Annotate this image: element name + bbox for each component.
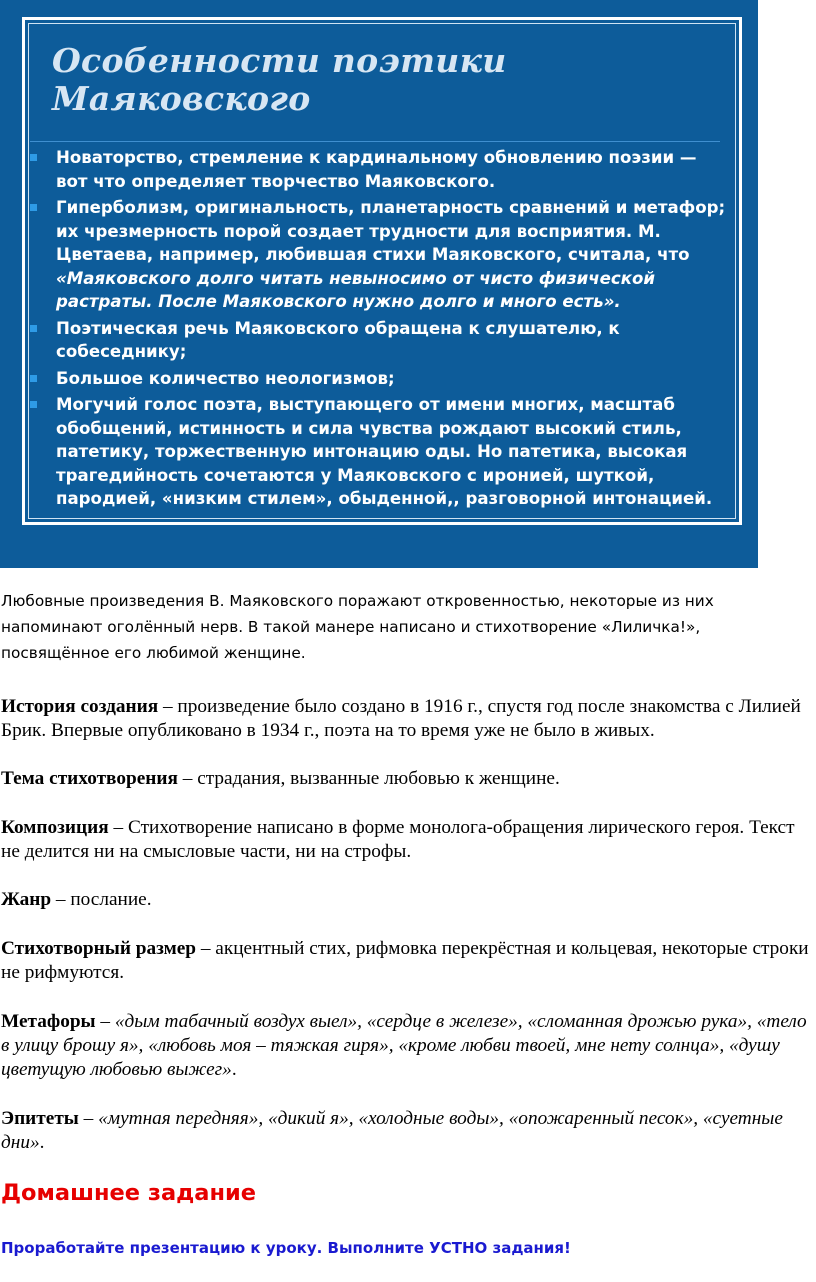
- genre-term: Жанр: [1, 889, 52, 910]
- square-bullet-icon: [30, 154, 37, 161]
- epithets-text: «мутная передняя», «дикий я», «холодные воды», «опожаренный песок», «суетные дни»: [1, 1108, 783, 1153]
- composition-term: Композиция: [1, 817, 109, 838]
- epithets-dash: –: [78, 1108, 99, 1129]
- meter-text: – акцентный стих, рифмовка перекрёстная и кольцевая, некоторые строки не рифмуются.: [1, 938, 809, 983]
- history-term: История создания: [1, 696, 159, 717]
- slide-divider: [30, 141, 720, 142]
- theme-term: Тема стихотворения: [1, 768, 178, 789]
- meter-term: Стихотворный размер: [1, 938, 197, 959]
- theme-text: – страдания, вызванные любовью к женщине.: [177, 768, 560, 789]
- composition-text: – Стихотворение написано в форме монолога-обращения лирического героя. Текст не делится ни на смысловые части, ни на строфы.: [1, 817, 795, 862]
- slide-bullet: [30, 317, 730, 364]
- slide-bullet-quote: «Маяковского долго читать невыносимо от чисто физической растраты. После Маяковского нужно долго и много есть».: [56, 268, 656, 311]
- genre-text: – послание.: [51, 889, 152, 910]
- meter-paragraph: [1, 937, 816, 985]
- metaphors-paragraph: [1, 1010, 816, 1082]
- slide-bullet: [30, 367, 730, 391]
- epithets-paragraph: [1, 1107, 816, 1155]
- genre-paragraph: [1, 888, 816, 912]
- square-bullet-icon: [30, 401, 37, 408]
- slide-bullet-text: Поэтическая речь Маяковского обращена к слушателю, к собеседнику;: [56, 318, 620, 361]
- slide-title-line-1: Особенности поэтики: [52, 41, 507, 80]
- slide-bullet: [30, 196, 730, 314]
- slide-bullet: [30, 146, 730, 193]
- slide-bullet: [30, 393, 730, 511]
- slide-image: [0, 0, 758, 568]
- square-bullet-icon: [30, 375, 37, 382]
- homework-title: Домашнее задание: [1, 1180, 257, 1206]
- slide-bullet-text: Гиперболизм, оригинальность, планетарность сравнений и метафор; их чрезмерность порой создает трудности для восприятия. М. Цветаева, например, любившая стихи Маяковского, считала, что: [56, 198, 726, 264]
- history-text: – произведение было создано в 1916 г., спустя год после знакомства с Лилией Брик. Впервые опубликовано в 1934 г., поэта на то время уже не было в живых.: [1, 696, 801, 741]
- slide-title-line-2: Маяковского: [52, 79, 311, 118]
- intro-paragraph: Любовные произведения В. Маяковского поражают откровенностью, некоторые из них напоминают оголённый нерв. В такой манере написано и стихотворение «Лиличка!», посвящённое его любимой женщине.: [1, 592, 714, 662]
- metaphors-dash: –: [95, 1011, 115, 1032]
- epithets-term: Эпитеты: [1, 1108, 79, 1129]
- homework-text: Проработайте презентацию к уроку. Выполните УСТНО задания!: [1, 1239, 571, 1257]
- square-bullet-icon: [30, 204, 37, 211]
- slide-bullet-text: Большое количество неологизмов;: [56, 368, 395, 388]
- theme-paragraph: [1, 767, 816, 791]
- square-bullet-icon: [30, 325, 37, 332]
- slide-bullet-text: Могучий голос поэта, выступающего от имени многих, масштаб обобщений, истинность и сила чувства рождают высокий стиль, патетику, торжественную интонацию оды. Но патетика, высокая трагедийность сочетаются у Маяковского с иронией, шуткой, пародией, «низким стилем», обыденной,, разговорной интонацией.: [56, 395, 713, 508]
- composition-paragraph: [1, 816, 816, 864]
- slide-title: [52, 42, 692, 118]
- epithets-end: .: [39, 1132, 45, 1153]
- metaphors-text: «дым табачный воздух выел», «сердце в железе», «сломанная дрожью рука», «тело в улицу брошу я», «любовь моя – тяжкая гиря», «кроме любви твоей, мне нету солнца», «душу цветущую любовью выжег»: [1, 1011, 807, 1080]
- metaphors-end: .: [231, 1059, 237, 1080]
- metaphors-term: Метафоры: [1, 1011, 96, 1032]
- slide-bullet-list: [30, 146, 730, 514]
- history-paragraph: [1, 695, 816, 743]
- slide-bullet-text: Новаторство, стремление к кардинальному обновлению поэзии — вот что определяет творчество Маяковского.: [56, 148, 697, 191]
